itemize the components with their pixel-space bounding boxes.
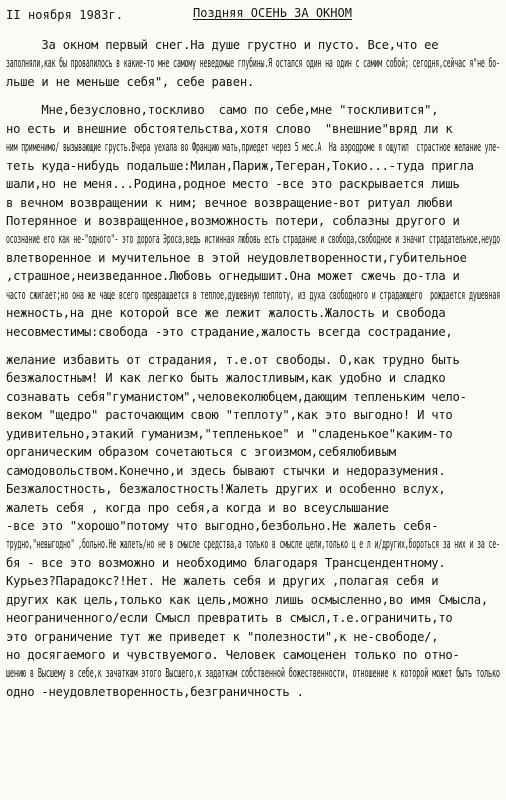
document-header xyxy=(6,6,500,28)
paragraph-gap xyxy=(6,91,500,101)
text-line: льше и не меньше себя", себе равен. xyxy=(6,74,255,89)
text-line: нежность,на дне которой все же лежит жалость.Жалость и свобода xyxy=(6,306,446,321)
document-body xyxy=(6,36,500,701)
text-line: безжалостным! И как легко быть жалостливым,как удобно и сладко xyxy=(6,371,446,386)
text-line: -все это "хорошо"потому что выгодно,безбольно.Не жалеть себя- xyxy=(6,518,439,533)
text-line: влетворенное и мучительное в этой неудовлетворенности,губительное xyxy=(6,250,467,265)
text-line: ним применимо/ вызывающие грусть.Вчера уехала во Францию мать,приедет через 5 мес.А На аэродроме я ощутил страстное желание уле- xyxy=(6,140,500,155)
text-line: но есть и внешние обстоятельства,хотя слово "внешние"вряд ли к xyxy=(6,121,453,136)
text-line: одно -неудовлетворенность,безграничность . xyxy=(6,684,304,699)
text-line: часто сжигает;но она же чаще всего превращается в теплое,душевную теплоту, из духа свободного и страдающего рождается душевная xyxy=(6,287,501,302)
text-line: заполняли,как бы провалилось в какие-то мне самому неведомые глубины.Я остался один на один с самим собой; сегодня,сейчас я"не бо- xyxy=(6,56,500,71)
text-line: Безжалостность, безжалостность!Жалеть других и особенно вслух, xyxy=(6,482,446,497)
text-line: трудно,"невыгодно" ,больно.Не жалеть/но не в смысле средства,а только в смысле цели,только ц е л и/других,бороться за них и за се- xyxy=(6,537,500,552)
text-line: других как цель,только как цель,можно лишь осмысленно,во имя Смысла, xyxy=(6,592,488,607)
text-line: Мне,безусловно,тоскливо само по себе,мне "тоскливится", xyxy=(6,103,439,118)
text-line: неограниченного/если Смысл превратить в смысл,т.е.ограничить,то xyxy=(6,611,453,626)
document-title: Поздняя ОСЕНЬ ЗА ОКНОМ xyxy=(193,6,352,20)
text-line: несовместимы:свобода -это страдание,жалость всегда сострадание, xyxy=(6,324,453,339)
text-line: Потерянное и возвращенное,возможность потери, соблазны другого и xyxy=(6,213,460,228)
text-line: веком "щедро" расточающим свою "теплоту",как это выгодно! И что xyxy=(6,408,453,423)
text-line: бя - все это возможно и необходимо благодаря Трансцендентному. xyxy=(6,555,446,570)
text-line: самодовольством.Конечно,и здесь бывают стычки и недоразумения. xyxy=(6,463,446,478)
text-line: желание избавить от страдания, т.е.от свободы. О,как трудно быть xyxy=(6,353,460,367)
text-line: удивительно,этакий гуманизм,"тепленькое" и "сладенькое"каким-то xyxy=(6,426,453,441)
text-line: ,страшное,неизведанное.Любовь огнедышит.Она может сжечь до-тла и xyxy=(6,269,460,284)
text-line: За окном первый снег.На душе грустно и пусто. Все,что ее xyxy=(6,38,439,52)
text-line: теть куда-нибудь подальше:Милан,Париж,Тегеран,Токио...-туда пригла xyxy=(6,158,474,173)
text-line: это ограничение тут же приведет к "полезности",к не-свободе/, xyxy=(6,629,439,644)
text-line: сознавать себя"гуманистом",человеколюбцем,дающим тепленьким чело- xyxy=(6,389,467,404)
document-date: II ноября 1983г. xyxy=(6,8,124,22)
text-line: органическим образом сочетаються с эгоизмом,себялюбивым xyxy=(6,445,396,460)
paragraph-gap xyxy=(6,341,500,351)
text-line: в вечном возвращении к ним; вечное возвращение-вот ритуал любви xyxy=(6,195,453,210)
text-line: но досягаемого и чувствуемого. Человек самоценен только по отно- xyxy=(6,648,460,662)
text-line: шению в Высшему в себе,к зачаткам этого Высшего,к задаткам собственной божественности, отношение к которой может быть только xyxy=(6,666,500,681)
text-line: шали,но не меня...Родина,родное место -все это раскрывается лишь xyxy=(6,177,460,192)
text-line: жалеть себя , когда про себя,а когда и во всеуслышание xyxy=(6,500,389,515)
text-line: осознание его как не-"одного"- это дорога Эроса,ведь истинная любовь есть страдание и свобода,свободное и значит страдательное,неудо xyxy=(6,232,500,247)
text-line: Курьез?Парадокс?!Нет. Не жалеть себя и других ,полагая себя и xyxy=(6,574,439,589)
